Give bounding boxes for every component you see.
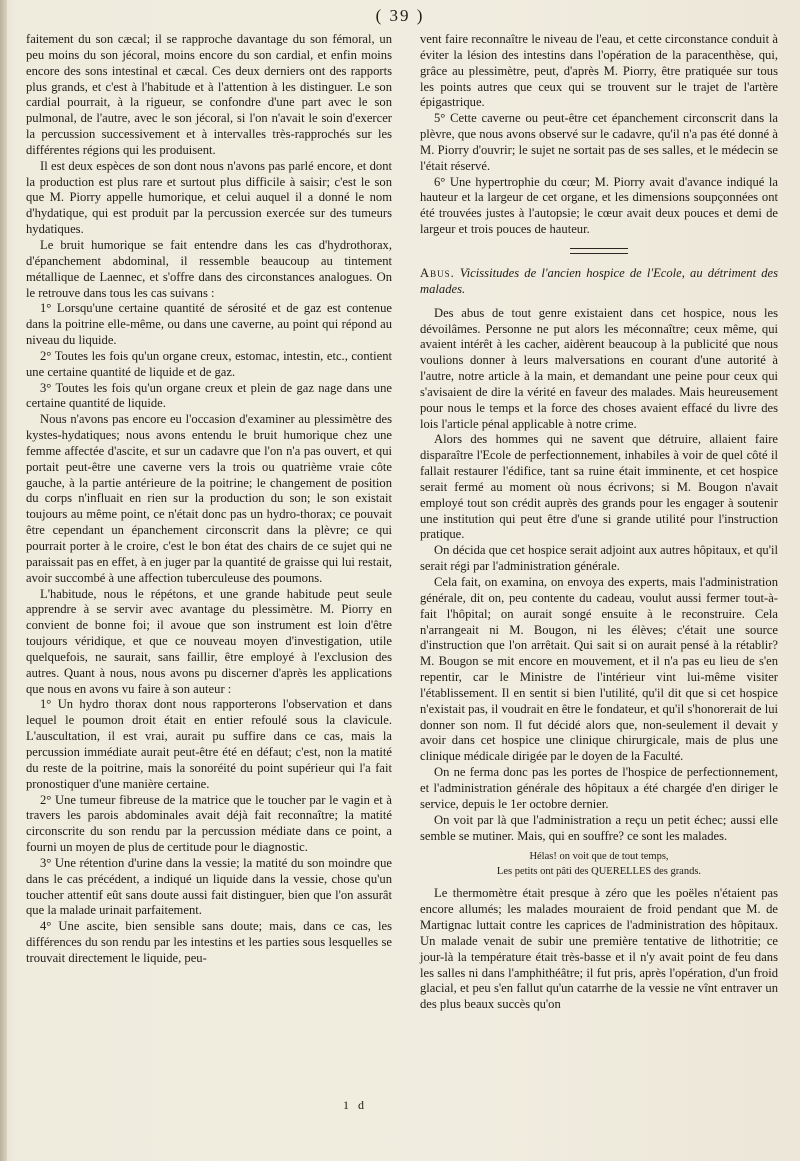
right-column-top-paragraph: vent faire reconnaître le niveau de l'eau, et cette circonstance conduit à éviter la lésion des intestins dans l'opération de la paracenthèse, qui, grâce au plessimètre, peut, d'après M. Piorry, être pratiquée sur tous les points autres que ceux qui se trouvent sur le trajet de l'artère épigastrique. (420, 32, 778, 110)
quote-line-2: Les petits ont pâti des QUERELLES des grands. (496, 866, 702, 878)
right-column-top-paragraph: 5° Cette caverne ou peut-être cet épanchement circonscrit dans la plèvre, que nous avons observé sur le cadavre, qu'il n'a pas été donné à M. Piorry d'ouvrir; le sujet ne sortait pas de ses salles, et le médecin se l'était réservé. (420, 111, 778, 173)
right-column-top-text (420, 32, 778, 238)
left-column-paragraph: 4° Une ascite, bien sensible sans doute; mais, dans ce cas, les différences du son rendu par les intestins et les parties sous lesquelles se trouvait directement le liquide, peu- (26, 919, 392, 965)
page-number: ( 39 ) (375, 6, 425, 25)
left-column-paragraph: faitement du son cæcal; il se rapproche davantage du son fémoral, un peu moins du son jécoral, moins encore du son cardial, et enfin moins encore des sons intestinal et cæcal. Ces deux derniers ont des rapports plus grands, et c'est à l'habitude et à l'attention à les distinguer. Le son cardial pourrait, à la rigueur, se confondre d'une part avec le son pulmonal, de l'autre, avec le son jécoral, si l'on n'avait le soin d'exercer la percussion successivement et à intervalles très-rapprochés sur les différentes régions qui les produisent. (26, 32, 392, 157)
section-lead: Abus. (420, 265, 455, 280)
left-column-paragraph: 1° Un hydro thorax dont nous rapporterons l'observation et dans lequel le poumon droit était en entier refoulé sous la clavicule. L'auscultation, il est vrai, aurait pu suffire dans ce cas, mais la percussion immédiate aurait peut-être été en défaut; c'est, non la matité du reste de la poitrine, mais la sonoréité du point supérieur qui l'a fait pronostiquer d'une manière certaine. (26, 697, 392, 791)
left-column-paragraph: Il est deux espèces de son dont nous n'avons pas parlé encore, et dont la production est plus rare et surtout plus difficile à saisir; c'est le son que M. Piorry appelle humorique, et celui auquel il a donné le nom d'hydatique, qui est produit par la percussion exercée sur des tumeurs hydatiques. (26, 158, 392, 237)
right-column-article-paragraph: On ne ferma donc pas les portes de l'hospice de perfectionnement, et l'administration générale des hôpitaux a été chargée d'en diriger le service, depuis le 1er octobre dernier. (420, 765, 778, 811)
section-heading (420, 266, 778, 298)
left-column (26, 32, 392, 967)
left-column-paragraph: Nous n'avons pas encore eu l'occasion d'examiner au plessimètre des kystes-hydatiques; nous avons entendu le bruit humorique chez une femme affectée d'ascite, et sur un cadavre que l'on n'a pas ouvert, et qui portait peut-être une caverne vers la trois ou quatrième vraie côte gauche, à la partie antérieure de la poitrine; le changement de position du corps n'influait en rien sur la production du son; le son existait toujours au même point, ce n'était donc pas un hydro-thorax; ce pouvait être cependant un épanchement circonscrit dans la plèvre; ce qui pourrait porter à le croire, c'est le bon état des chairs de ce sujet qui ne paraissait pas en effet, à en juger par la quantité de graisse qui lui restait, avoir succombé à une affection tuberculeuse des poumons. (26, 412, 392, 585)
right-column-article-text (420, 306, 778, 845)
page-binding-edge (0, 0, 7, 1161)
left-column-paragraph: L'habitude, nous le répétons, et une grande habitude peut seule apprendre à se servir avec avantage du plessimètre. M. Piorry en convient de bonne foi; il avoue que son instrument est loin d'être toujours véridique, et que ce nouveau moyen d'investigation, utile quelquefois, ne saurait, sans faillir, être employé à l'exclusion des autres. Quant à nous, nous avons pu discerner d'après les applications que nous en avons vu faire à son auteur : (26, 586, 392, 696)
left-column-paragraph: 1° Lorsqu'une certaine quantité de sérosité et de gaz est contenue dans la poitrine elle-même, ou dans une caverne, au point qui répond au niveau du liquide. (26, 301, 392, 348)
right-column-article-paragraph: Cela fait, on examina, on envoya des experts, mais l'administration générale, dit on, peu contente du cadeau, voulut aussi fermer tout-à-fait l'hôpital; on aurait songé ensuite à le reconstruire. Cela n'arrangeait ni M. Bougon, ni les élèves; c'était une source d'instruction que l'on arrêtait. Qui sait si on aurait pensé à la rétablir? M. Bougon se mit encore en mouvement, et il n'a pas eu lieu de s'en repentir, car le Ministre de l'intérieur vint lui-même visiter l'établissement. Il en sentit si bien l'utilité, qu'il dit que si cet hospice n'existait pas, il voudrait en être le fondateur, et qu'il s'honorerait de lui donner son nom. Il fut décidé alors que, non-seulement il devait y avoir dans cet hospice une clinique chirurgicale, mais de plus une clinique médicale dirigée par le doyen de la Faculté. (420, 575, 778, 764)
right-column-article-paragraph: On voit par là que l'administration a reçu un petit échec; aussi elle semble se mutiner. Mais, qui en souffre? ce sont les malades. (420, 812, 778, 843)
printer-signature: 1 d (343, 1098, 367, 1112)
right-column-article-paragraph: Des abus de tout genre existaient dans cet hospice, nous les dévoilâmes. Personne ne put alors les méconnaître; ceux même, qui avaient intérêt à les cacher, aidèrent beaucoup à la publicité que nous voulions donner à leurs malversations en courant d'une autorité à l'autre, notre article à la main, et demandant une peine pour ceux qui s'avisaient de dire la vérité en faveur des malades. Mais heureusement pour nous le temps et la force des choses avaient effacé du livre des lois l'article pénal applicable à notre crime. (420, 305, 778, 431)
quote-line-1: Hélas! on voit que de tout temps, (529, 851, 669, 863)
left-column-paragraph: 3° Une rétention d'urine dans la vessie; la matité du son moindre que dans le cas précédent, a indiqué un liquide dans la vessie, chose qu'un toucher attentif eût sans doute aussi fait distinguer, bien que l'on assurât que la malade urinait parfaitement. (26, 855, 392, 918)
right-column-end-paragraph: Le thermomètre était presque à zéro que les poëles n'étaient pas encore allumés; les malades mouraient de froid pendant que M. de Martignac luttait contre les caprices de l'administration des hôpitaux. Un malade venait de subir une première tentative de lithotritie; ce jour-là la température était très-basse et il n'y avait point de feu dans les salles ni dans l'amphithéâtre; il fut pris, après l'opération, d'un froid glacial, et peu s'en fallut qu'un catarrhe de la vessie ne vînt entraver un des plus beaux succès qu'on (420, 886, 778, 1012)
right-column-top-paragraph: 6° Une hypertrophie du cœur; M. Piorry avait d'avance indiqué la hauteur et la largeur de cet organe, et les dimensions soupçonnées ont été trouvées justes à l'autopsie; le cœur avait deux pouces et demi de largeur et trois pouces de hauteur. (420, 174, 778, 237)
right-column-article-paragraph: Alors des hommes qui ne savent que détruire, allaient faire disparaître l'Ecole de perfectionnement, inhabiles à voir de quel côté il fallait restaurer l'édifice, tant sa ruine était imminente, et cet hospice serait fermé au moment où nous écrivons; si M. Bougon n'avait employé tout son crédit auprès des grands pour les engager à soutenir une institution qui peut être d'une si grande utilité pour l'instruction pratique. (420, 432, 778, 542)
section-title: Vicissitudes de l'ancien hospice de l'Ecole, au détriment des malades. (420, 265, 778, 296)
left-column-paragraph: Le bruit humorique se fait entendre dans les cas d'hydrothorax, d'épanchement abdominal, il ressemble beaucoup au tintement métallique de Laennec, et s'offre dans des circonstances analogues. On le retrouve dans tous les cas suivans : (26, 237, 392, 300)
right-column-article-paragraph: On décida que cet hospice serait adjoint aux autres hôpitaux, et qu'il serait régi par l'administration générale. (420, 543, 778, 574)
left-column-paragraph: 2° Toutes les fois qu'un organe creux, estomac, intestin, etc., contient une certaine quantité de liquide et de gaz. (26, 348, 392, 379)
section-divider (570, 248, 628, 254)
left-column-paragraph: 2° Une tumeur fibreuse de la matrice que le toucher par le vagin et à travers les parois abdominales avait déjà fait reconnaître; la matité circonscrite du son rendu par la percussion médiate dans ce point, a fourni un moyen de plus de certitude pour le diagnostic. (26, 792, 392, 855)
left-column-paragraph: 3° Toutes les fois qu'un organe creux et plein de gaz nage dans une certaine quantité de liquide. (26, 380, 392, 411)
right-column (420, 32, 778, 1013)
right-column-end-text (420, 886, 778, 1013)
